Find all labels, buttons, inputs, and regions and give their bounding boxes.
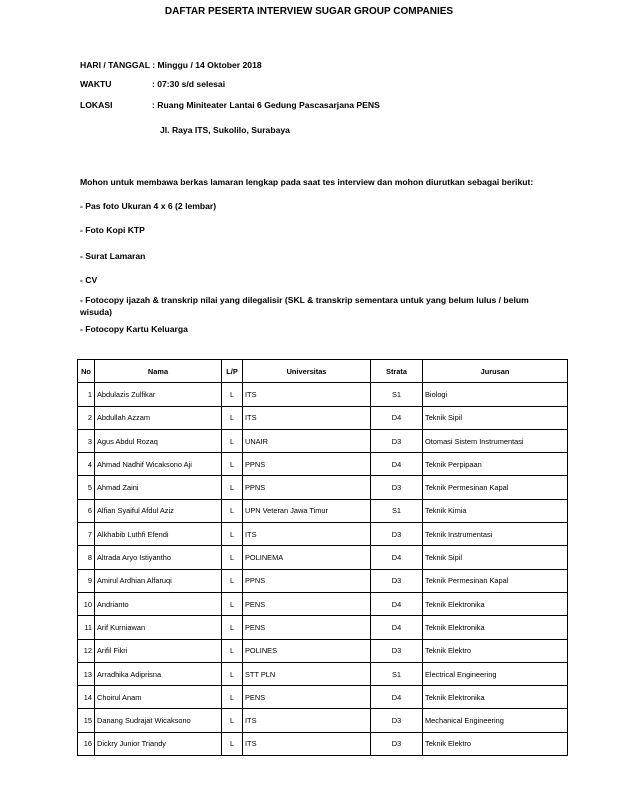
cell-nama: Arif Kurniawan <box>95 616 222 639</box>
cell-lp: L <box>222 732 243 755</box>
requirement-item: - Pas foto Ukuran 4 x 6 (2 lembar) <box>80 201 217 211</box>
header-nama: Nama <box>95 360 222 383</box>
cell-no: 12 <box>78 639 95 662</box>
table-row <box>78 686 568 709</box>
cell-jurusan: Teknik Elektronika <box>423 616 568 639</box>
cell-strata: D4 <box>371 406 423 429</box>
participants-table <box>77 359 568 756</box>
cell-jurusan: Electrical Engineering <box>423 662 568 685</box>
cell-strata: D3 <box>371 709 423 732</box>
date-line <box>80 60 262 70</box>
cell-universitas: PENS <box>243 616 371 639</box>
cell-universitas: ITS <box>243 709 371 732</box>
cell-strata: D3 <box>371 523 423 546</box>
cell-lp: L <box>222 709 243 732</box>
time-value: : 07:30 s/d selesai <box>152 79 226 89</box>
cell-universitas: PENS <box>243 592 371 615</box>
requirement-item: - Fotocopy Kartu Keluarga <box>80 324 188 334</box>
cell-strata: D3 <box>371 429 423 452</box>
location-value: : Ruang Miniteater Lantai 6 Gedung Pascasarjana PENS <box>152 100 380 110</box>
location-label: LOKASI <box>80 100 113 110</box>
cell-universitas: ITS <box>243 732 371 755</box>
cell-universitas: POLINES <box>243 639 371 662</box>
cell-universitas: ITS <box>243 406 371 429</box>
cell-jurusan: Teknik Elektro <box>423 639 568 662</box>
cell-no: 15 <box>78 709 95 732</box>
cell-jurusan: Teknik Sipil <box>423 546 568 569</box>
header-strata: Strata <box>371 360 423 383</box>
cell-jurusan: Mechanical Engineering <box>423 709 568 732</box>
cell-no: 3 <box>78 429 95 452</box>
cell-lp: L <box>222 662 243 685</box>
table-row <box>78 523 568 546</box>
cell-no: 7 <box>78 523 95 546</box>
cell-nama: Agus Abdul Rozaq <box>95 429 222 452</box>
table-row <box>78 476 568 499</box>
cell-no: 1 <box>78 383 95 406</box>
cell-no: 4 <box>78 453 95 476</box>
date-value: Minggu / 14 Oktober 2018 <box>157 60 262 70</box>
cell-strata: D4 <box>371 546 423 569</box>
cell-lp: L <box>222 499 243 522</box>
date-label: HARI / TANGGAL : <box>80 60 156 70</box>
cell-universitas: UNAIR <box>243 429 371 452</box>
cell-strata: D3 <box>371 639 423 662</box>
cell-nama: Arradhika Adiprisna <box>95 662 222 685</box>
cell-nama: Ahmad Nadhif Wicaksono Aji <box>95 453 222 476</box>
cell-nama: Abdullah Azzam <box>95 406 222 429</box>
cell-nama: Andrianto <box>95 592 222 615</box>
requirement-item: - Fotocopy ijazah & transkrip nilai yang dilegalisir (SKL & transkrip sementara untuk yang belum lulus / belum wisuda) <box>80 295 529 317</box>
cell-jurusan: Teknik Sipil <box>423 406 568 429</box>
cell-no: 6 <box>78 499 95 522</box>
intro-text: Mohon untuk membawa berkas lamaran lengkap pada saat tes interview dan mohon diurutkan sebagai berikut: <box>80 177 534 187</box>
table-header-row <box>78 360 568 383</box>
document-title: DAFTAR PESERTA INTERVIEW SUGAR GROUP COMPANIES <box>164 6 454 17</box>
cell-universitas: PPNS <box>243 476 371 499</box>
table-row <box>78 709 568 732</box>
requirement-item: - Foto Kopi KTP <box>80 225 145 235</box>
cell-jurusan: Teknik Instrumentasi <box>423 523 568 546</box>
cell-lp: L <box>222 453 243 476</box>
table-row <box>78 383 568 406</box>
table-row <box>78 499 568 522</box>
cell-nama: Alfian Syaiful Afdul Aziz <box>95 499 222 522</box>
table-row <box>78 429 568 452</box>
cell-no: 8 <box>78 546 95 569</box>
cell-jurusan: Teknik Kimia <box>423 499 568 522</box>
cell-no: 9 <box>78 569 95 592</box>
cell-jurusan: Teknik Permesinan Kapal <box>423 476 568 499</box>
cell-strata: D3 <box>371 569 423 592</box>
cell-nama: Choirul Anam <box>95 686 222 709</box>
cell-universitas: POLINEMA <box>243 546 371 569</box>
cell-lp: L <box>222 616 243 639</box>
cell-nama: Abdulazis Zulfikar <box>95 383 222 406</box>
table-row <box>78 569 568 592</box>
location-line <box>80 100 380 110</box>
cell-jurusan: Otomasi Sistem Instrumentasi <box>423 429 568 452</box>
cell-jurusan: Teknik Elektro <box>423 732 568 755</box>
cell-strata: D4 <box>371 592 423 615</box>
cell-lp: L <box>222 592 243 615</box>
cell-jurusan: Teknik Perpipaan <box>423 453 568 476</box>
cell-nama: Amirul Ardhian Alfaruqi <box>95 569 222 592</box>
cell-no: 13 <box>78 662 95 685</box>
requirement-item: - Surat Lamaran <box>80 251 146 261</box>
cell-strata: D4 <box>371 686 423 709</box>
cell-no: 10 <box>78 592 95 615</box>
table-row <box>78 453 568 476</box>
time-line <box>80 79 225 89</box>
cell-strata: S1 <box>371 383 423 406</box>
cell-nama: Alkhabib Luthfi Efendi <box>95 523 222 546</box>
cell-jurusan: Biologi <box>423 383 568 406</box>
cell-nama: Ahmad Zaini <box>95 476 222 499</box>
cell-lp: L <box>222 476 243 499</box>
cell-universitas: ITS <box>243 523 371 546</box>
cell-no: 11 <box>78 616 95 639</box>
cell-strata: S1 <box>371 662 423 685</box>
cell-lp: L <box>222 523 243 546</box>
cell-no: 2 <box>78 406 95 429</box>
table-row <box>78 406 568 429</box>
cell-nama: Danang Sudrajat Wicaksono <box>95 709 222 732</box>
table-row <box>78 732 568 755</box>
cell-universitas: UPN Veteran Jawa Timur <box>243 499 371 522</box>
cell-universitas: STT PLN <box>243 662 371 685</box>
cell-lp: L <box>222 686 243 709</box>
table-row <box>78 639 568 662</box>
cell-lp: L <box>222 569 243 592</box>
time-label: WAKTU <box>80 79 112 89</box>
cell-no: 16 <box>78 732 95 755</box>
cell-strata: D3 <box>371 732 423 755</box>
cell-universitas: PPNS <box>243 569 371 592</box>
cell-universitas: ITS <box>243 383 371 406</box>
cell-no: 5 <box>78 476 95 499</box>
header-lp: L/P <box>222 360 243 383</box>
cell-nama: Dickry Junior Triandy <box>95 732 222 755</box>
table-row <box>78 662 568 685</box>
cell-strata: D4 <box>371 453 423 476</box>
table-row <box>78 616 568 639</box>
cell-lp: L <box>222 639 243 662</box>
cell-no: 14 <box>78 686 95 709</box>
cell-jurusan: Teknik Elektronika <box>423 686 568 709</box>
cell-lp: L <box>222 406 243 429</box>
cell-nama: Arifil Fikri <box>95 639 222 662</box>
address-line: Jl. Raya ITS, Sukolilo, Surabaya <box>160 125 290 135</box>
table-row <box>78 546 568 569</box>
cell-strata: S1 <box>371 499 423 522</box>
cell-universitas: PPNS <box>243 453 371 476</box>
cell-lp: L <box>222 546 243 569</box>
cell-jurusan: Teknik Elektronika <box>423 592 568 615</box>
cell-nama: Altrada Aryo Istiyantho <box>95 546 222 569</box>
cell-lp: L <box>222 429 243 452</box>
header-jurusan: Jurusan <box>423 360 568 383</box>
cell-universitas: PENS <box>243 686 371 709</box>
table-row <box>78 592 568 615</box>
requirement-item: - CV <box>80 275 98 285</box>
header-no: No <box>78 360 95 383</box>
cell-jurusan: Teknik Permesinan Kapal <box>423 569 568 592</box>
cell-lp: L <box>222 383 243 406</box>
cell-strata: D4 <box>371 616 423 639</box>
header-universitas: Universitas <box>243 360 371 383</box>
cell-strata: D3 <box>371 476 423 499</box>
